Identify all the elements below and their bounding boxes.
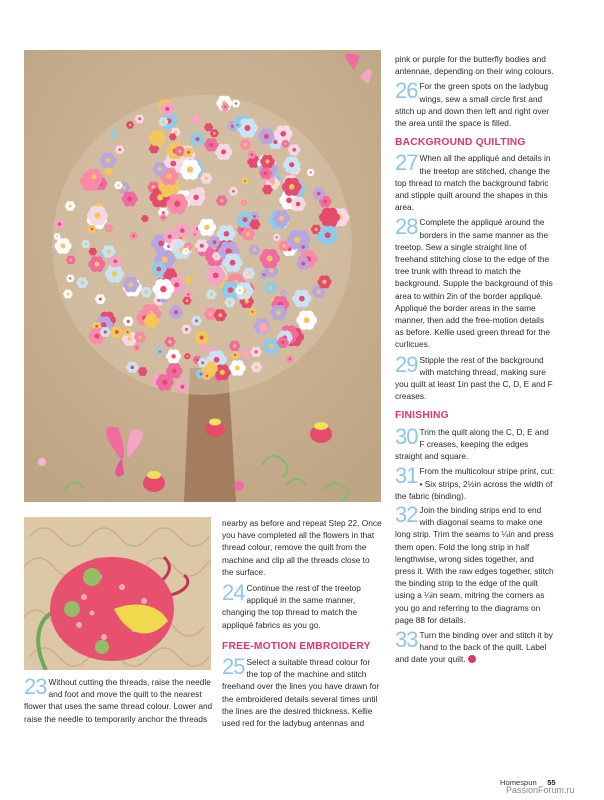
step-text: Join the binding strips end to end with diagonal seams to make one long strip. Trim the seams to ¼in and press them open. Fold the long strip in half lengthwise, wrong sides together, and press it. With the raw edges together, stitch the binding strip to the edge of the quilt using a ¼in seam, mitring the corners as you go and referring to the diagrams on page 88 for details. <box>395 504 554 625</box>
step-23 <box>24 676 214 725</box>
ladybug-detail-illustration <box>24 517 211 670</box>
watermark: PassionForum.ru <box>506 785 575 795</box>
step-text: Continue the rest of the treetop appliqué in the same manner, changing the top thread to match the appliqué fabrics as you go. <box>222 583 361 630</box>
step-text: Without cutting the threads, raise the needle and foot and move the quilt to the nearest flower that uses the same thread colour. Lower and raise the needle to temporarily anchor the threads <box>24 677 213 724</box>
step-number: 27 <box>395 150 418 176</box>
column-2 <box>222 517 382 729</box>
flower-motif <box>191 231 198 237</box>
step-32 <box>395 501 555 626</box>
magazine-name: Homespun <box>500 778 537 787</box>
tree-quilt-illustration <box>24 50 381 502</box>
step-31 <box>395 463 555 489</box>
paragraph-continued: pink or purple for the butterfly bodies and antennae, depending on their wing colours. <box>395 54 554 77</box>
step-text: Stipple the rest of the background with matching thread, making sure you quilt at least 1in past the C, D, E and F creases. <box>395 354 553 402</box>
step-number: 24 <box>222 580 245 606</box>
cutting-list-item: • Six strips, 2½in across the width of the fabric (binding). <box>395 478 553 501</box>
step-28 <box>395 216 555 350</box>
step-text: Complete the appliqué around the borders in the same manner as the treetop. Sew a single straight line of freehand stitching close to the edge of the tree trunk with thread to match the background. Supple the background of this area to within 2in of the border appliqué. Appliqué the border areas in the same manner, then add the free-motion details as before. Kellie used green thread for the curlicues. <box>395 217 553 350</box>
tree-quilt-photo <box>24 50 381 502</box>
step-text-content: Turn the binding over and stitch it by hand to the back of the quilt. Label and date your quilt. <box>395 629 553 665</box>
step-text: Select a suitable thread colour for the top of the machine and stitch freehand over the lines you have drawn for the embroidered details several times until the lines are the desired thickness. Kellie used red for the ladybug antennas and <box>222 657 380 729</box>
step-24 <box>222 582 382 631</box>
step-number: 30 <box>395 423 418 449</box>
step-29 <box>395 351 555 403</box>
section-heading-free-motion: FREE-MOTION EMBROIDERY <box>222 640 371 652</box>
flower-motif <box>115 145 124 154</box>
step-27 <box>395 152 555 213</box>
step-number: 23 <box>24 674 47 699</box>
flower-motif <box>307 169 315 176</box>
step-30 <box>395 423 555 463</box>
flower-motif <box>123 317 134 327</box>
step-text: When all the appliqué and details in the treetop are stitched, change the top thread to match the background fabric and stipple quilt around the shapes in this area. <box>395 153 551 213</box>
step-number: 29 <box>395 351 418 377</box>
step-number: 31 <box>395 463 418 489</box>
step-text: For the green spots on the ladybug wings, sew a small circle first and stitch up and down then left and right over the area until the space is filled. <box>395 81 550 129</box>
step-number: 32 <box>395 501 418 527</box>
flower-motif <box>184 148 194 157</box>
ladybug-detail-photo <box>24 517 211 670</box>
step-26 <box>395 80 555 129</box>
step-number: 28 <box>395 214 418 240</box>
flower-motif <box>198 358 208 367</box>
step-text: From the multicolour stripe print, cut: <box>419 466 555 477</box>
step-number: 25 <box>222 654 245 680</box>
section-heading-background-quilting: BACKGROUND QUILTING <box>395 137 526 149</box>
paragraph-continued: nearby as before and repeat Step 22. Once you have completed all the flowers in that thread colour, remove the quilt from the machine and clip all the threads close to the surface. <box>222 518 382 577</box>
step-25 <box>222 656 382 729</box>
step-number: 26 <box>395 78 418 104</box>
flower-motif <box>191 115 201 124</box>
step-33 <box>395 626 555 666</box>
step-text <box>395 626 555 666</box>
page-number: 55 <box>547 778 556 787</box>
step-number: 33 <box>395 626 418 652</box>
column-3 <box>395 53 555 666</box>
flower-motif <box>229 341 240 352</box>
flower-motif <box>54 233 61 240</box>
step-text: Trim the quilt along the C, D, E and F creases, keeping the edges straight and square. <box>395 426 549 462</box>
section-heading-finishing: FINISHING <box>395 410 449 422</box>
end-mark-icon <box>468 655 476 663</box>
column-1 <box>24 676 214 725</box>
flower-motif <box>258 323 269 333</box>
